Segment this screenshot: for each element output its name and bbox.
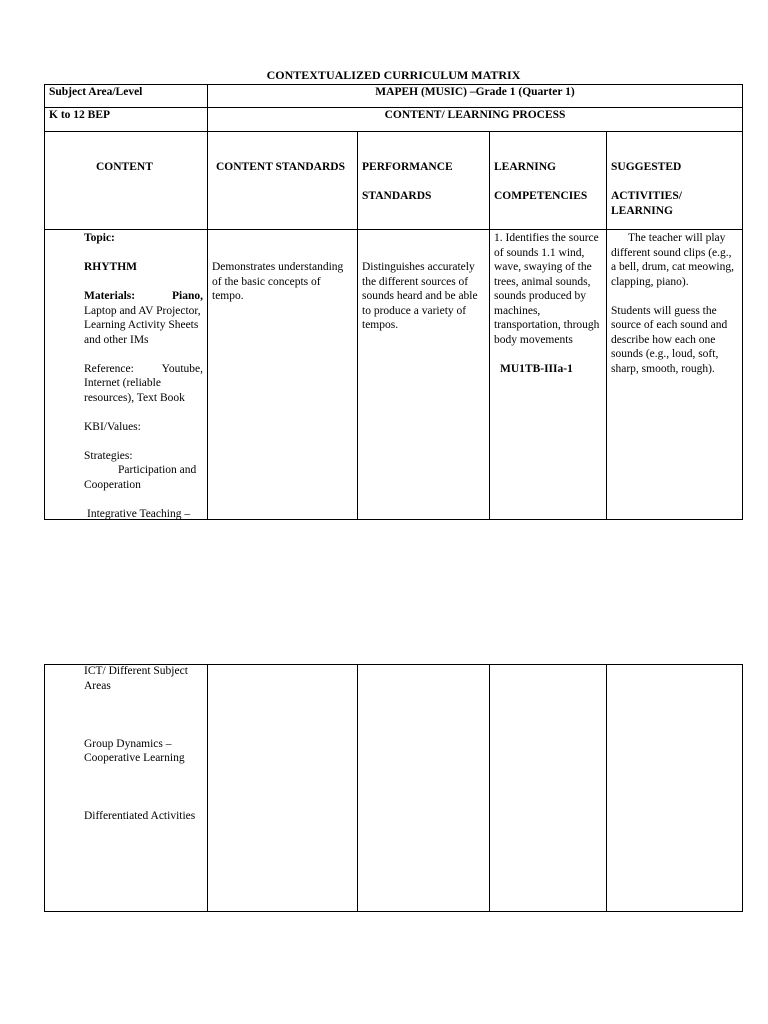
content-cell	[84, 231, 203, 521]
header-text: SUGGESTED	[611, 161, 682, 173]
subject-area-value: MAPEH (MUSIC) –Grade 1 (Quarter 1)	[375, 86, 575, 98]
suggested-activities-cell	[611, 231, 739, 376]
topic-label: Topic:	[84, 232, 115, 244]
column-divider	[606, 664, 607, 912]
content-standard-cell: Demonstrates understanding of the basic concepts of tempo.	[212, 261, 344, 302]
column-divider	[489, 131, 490, 520]
program-label: K to 12 BEP	[49, 109, 111, 121]
header-text: ACTIVITIES/	[611, 190, 682, 202]
document-title: CONTEXTUALIZED CURRICULUM MATRIX	[266, 68, 521, 82]
row-divider	[44, 131, 743, 132]
group-dynamics-text: Group Dynamics – Cooperative Learning	[84, 737, 185, 764]
header-content-standards: CONTENT STANDARDS	[216, 161, 345, 173]
content-cell-continued	[84, 664, 203, 824]
subject-area-label: Subject Area/Level	[49, 86, 143, 98]
header-text: LEARNING	[494, 161, 556, 173]
reference-line	[84, 362, 203, 377]
integrative-teaching: Integrative Teaching –	[87, 507, 191, 520]
materials-first: Piano,	[172, 290, 203, 302]
header-performance-standards	[362, 160, 487, 204]
header-text: STANDARDS	[362, 190, 432, 202]
topic-value: RHYTHM	[84, 261, 138, 273]
row-divider	[44, 229, 743, 230]
header-suggested-activities	[611, 160, 739, 218]
activity-text: The teacher will play different sound clips (e.g., a bell, drum, cat meowing, clapping, piano).	[611, 232, 734, 288]
column-divider	[606, 131, 607, 520]
reference-text: Internet (reliable resources), Text Book	[84, 377, 185, 404]
learning-competency-cell	[494, 231, 604, 376]
competency-code: MU1TB-IIIa-1	[500, 362, 573, 375]
column-divider	[357, 131, 358, 520]
column-divider	[207, 84, 208, 520]
strategy-text: Participation and	[118, 464, 197, 476]
performance-standard-cell: Distinguishes accurately the different sources of sounds heard and be able to produce a variety of tempos.	[362, 261, 478, 331]
activity-text: Students will guess the source of each sound and describe how each one sounds (e.g., loud, soft, sharp, smooth, rough).	[611, 304, 728, 375]
column-divider	[207, 664, 208, 912]
header-text: COMPETENCIES	[494, 190, 588, 202]
header-learning-competencies	[494, 160, 604, 204]
materials-text: Laptop and AV Projector, Learning Activity Sheets and other IMs	[84, 304, 201, 346]
kbi-values: KBI/Values:	[84, 420, 141, 433]
competency-text: 1. Identifies the source of sounds 1.1 wind, wave, swaying of the trees, animal sounds, sounds produced by machines, transportation, through body movements	[494, 232, 600, 346]
reference-first: Youtube,	[161, 362, 203, 375]
materials-line	[84, 289, 203, 304]
differentiated-text: Differentiated Activities	[84, 810, 196, 822]
header-text: LEARNING	[611, 204, 673, 217]
header-text: PERFORMANCE	[362, 161, 453, 173]
header-content: CONTENT	[96, 161, 153, 173]
strategies-label: Strategies:	[84, 449, 133, 462]
column-divider	[489, 664, 490, 912]
materials-label: Materials:	[84, 290, 136, 302]
section-heading: CONTENT/ LEARNING PROCESS	[384, 109, 566, 121]
reference-label: Reference:	[84, 362, 134, 375]
column-divider	[357, 664, 358, 912]
strategy-text: Cooperation	[84, 478, 141, 491]
ict-text: ICT/ Different Subject Areas	[84, 665, 188, 692]
